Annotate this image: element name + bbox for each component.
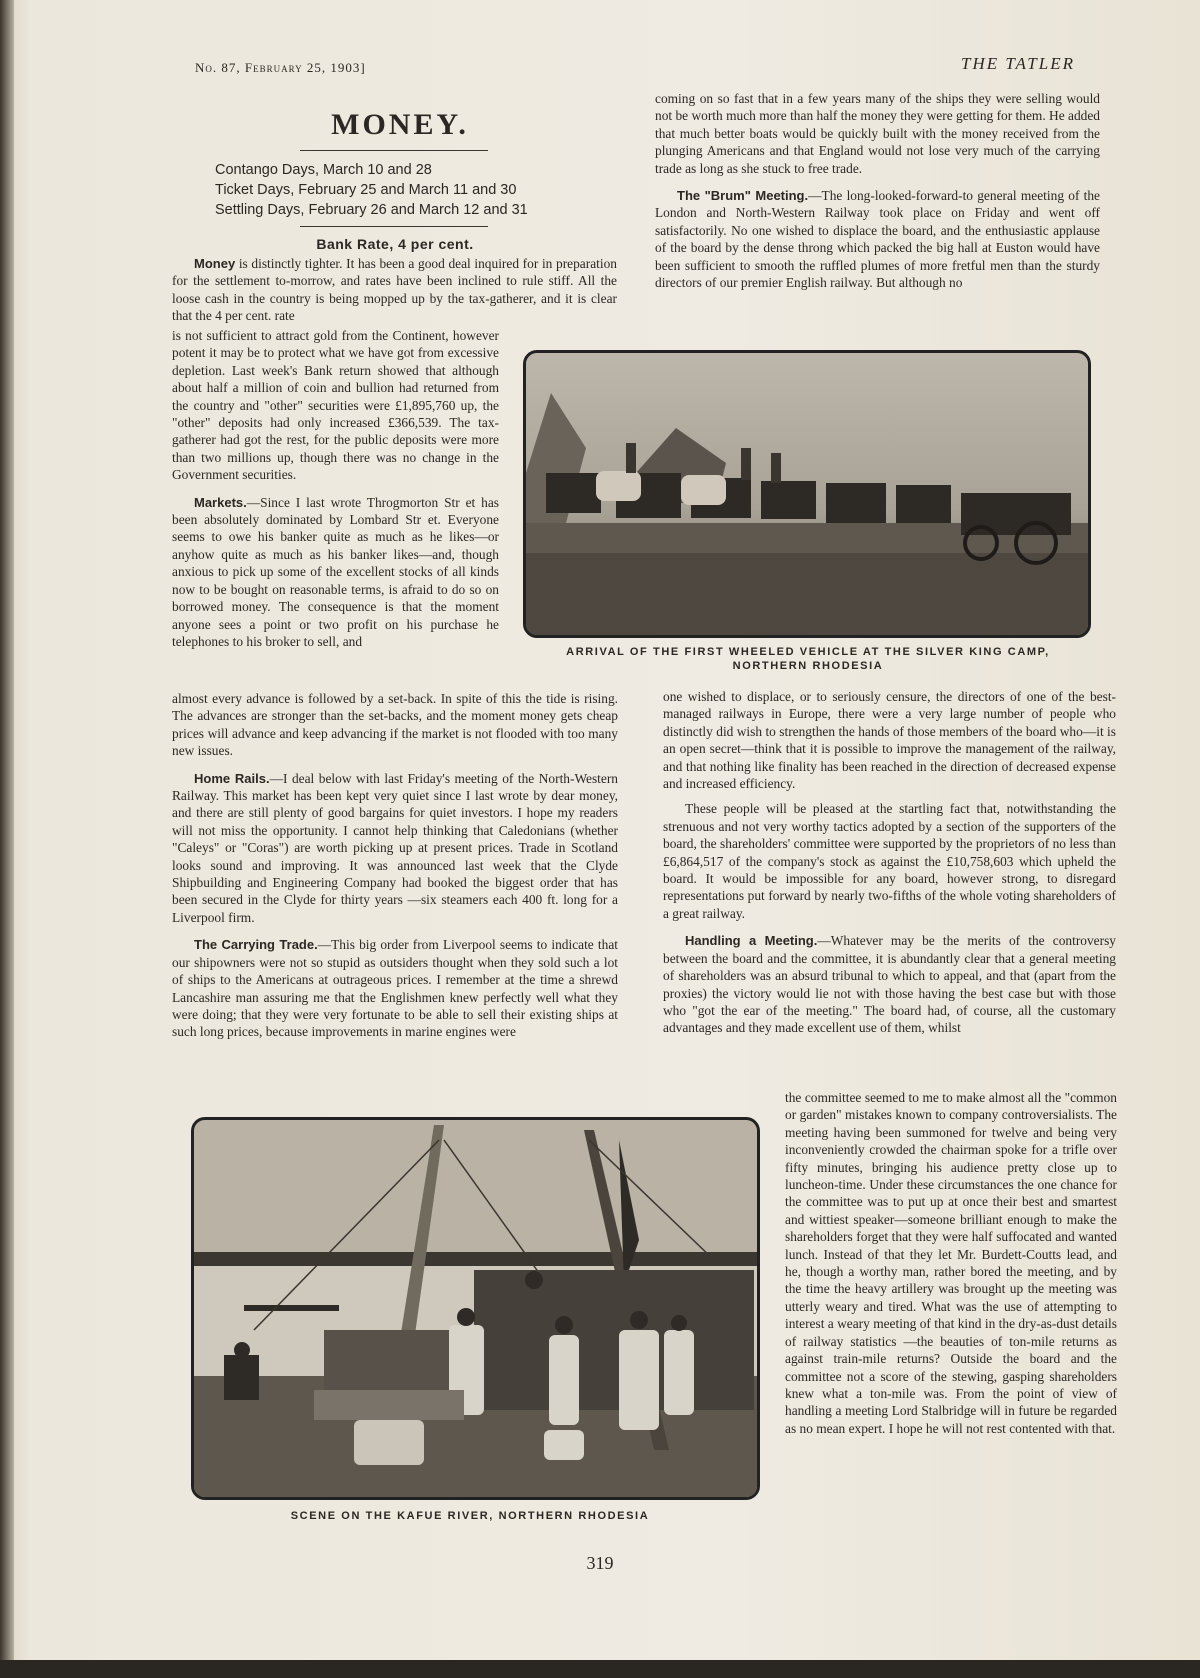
settlement-dates [215, 160, 528, 220]
issue-line: No. 87, February 25, 1903] [195, 60, 366, 75]
right-top-column [655, 90, 1100, 299]
home-rails-heading: Home Rails. [194, 770, 270, 786]
scan-edge [0, 1660, 1200, 1678]
right-narrow-column [785, 1089, 1117, 1445]
intro-lead: Money [194, 256, 236, 271]
left-narrow-column [172, 327, 499, 658]
left-lower-column [172, 690, 618, 1049]
photo2-caption: SCENE ON THE KAFUE RIVER, NORTHERN RHODESIA [290, 1510, 650, 1522]
markets-continued: almost every advance is followed by a set-back. In spite of this the tide is rising. The advances are stronger than the set-backs, and the moment money gets cheap prices will advance and keep advancing if the market is not flooded with too many new issues. [172, 691, 618, 759]
settling-days: Settling Days, February 26 and March 12 and 31 [215, 202, 528, 218]
brum-body: —The long-looked-forward-to general meeting of the London and North-Western Railway took place on Friday and went off satisfactorily. No one wished to displace the board, and the enthusiastic applause of the board by the dense throng which packed the big hall at Euston would have been sufficient to smooth the ruffled plumes of more fretful men than the sturdy directors of our premier English railway. But although no [655, 188, 1100, 291]
intro-body: is distinctly tighter. It has been a good deal inquired for in preparation for the settlement to-morrow, and rates have been inclined to rule stiff. All the loose cash in the country is being mopped up by the tax-gatherer, and it is clear that the 4 per cent. rate [172, 256, 617, 324]
bank-rate: Bank Rate, 4 per cent. [316, 236, 474, 252]
photo-silver-king-camp [523, 350, 1091, 638]
carrying-trade-continued: coming on so fast that in a few years many of the ships they were selling would not be worth much more than half the money they were getting for them. He added that much better boats would be quickly built with the money received from the plunging Americans and that England would not lose very much of the carrying trade as long as she stuck to free trade. [655, 91, 1100, 176]
intro-paragraph-top [172, 255, 617, 333]
home-rails-body: —I deal below with last Friday's meeting of the North-Western Railway. This market has been kept very quiet since I last wrote by dear money, and there are still plenty of good bargains for quiet investors. I hope my readers will not miss the opportunity. I cannot help thinking that Caledonians (whether "Caleys" or "Coras") are worth picking up at present prices. Trade in Scotland looks sound and improving. It was announced last week that the Clyde Shipbuilding and Engineering Company had booked the biggest order that has been secured in the Clyde for thirty years —six steamers each 400 ft. long for a Liverpool firm. [172, 770, 618, 925]
brum-paragraph-2: These people will be pleased at the startling fact that, notwithstanding the strenuous and not very worthy tactics adopted by a section of the supporters of the board, the shareholders' committee were supported by the proprietors of no less than £6,864,517 of the company's stock as against the £10,758,603 which upheld the board. It would be impossible for any board, however strong, to disregard representations put forward by nearly two-fifths of the whole voting shareholders of a great railway. [663, 801, 1116, 921]
article-title: MONEY. [331, 108, 469, 141]
river-scene-photo [194, 1120, 757, 1497]
title-rule [300, 150, 488, 151]
brum-heading: The "Brum" Meeting. [677, 188, 809, 204]
magazine-name: THE TATLER [961, 54, 1075, 73]
markets-heading: Markets. [194, 494, 247, 510]
photo1-caption: ARRIVAL OF THE FIRST WHEELED VEHICLE AT THE SILVER KING CAMP, NORTHERN RHODESIA [566, 646, 1050, 672]
markets-body: —Since I last wrote Throgmorton Str et has been absolutely dominated by Lombard Str et. Everyone seems to owe his banker quite as much as he likes—or anyhow quite as much as his banker likes—and, though anxious to pick up some of the excellent stocks of all kinds now to be bought on reasonable terms, is afraid to do so on borrowed money. The consequence is that the moment anyone sees a point or two profit on his purchase he telephones to his broker to sell, and [172, 494, 499, 649]
page-number: 319 [586, 1553, 614, 1573]
contango-days: Contango Days, March 10 and 28 [215, 162, 432, 178]
right-middle-column [663, 688, 1116, 1045]
intro-body-continued: is not sufficient to attract gold from the Continent, however potent it may be to protect what we have got from excessive depletion. Last week's Bank return showed that although about half a million of coin and bullion had returned from the country and "other" securities were £1,895,760 up, the "other" deposits had only increased £366,539. The tax-gatherer had got the rest, for the public deposits were more than two millions up, though there was no change in the Government securities. [172, 328, 499, 483]
dates-rule [300, 226, 488, 227]
ticket-days: Ticket Days, February 25 and March 11 and 30 [215, 182, 517, 198]
photo-kafue-river [191, 1117, 760, 1500]
handling-continued: the committee seemed to me to make almost all the "common or garden" mistakes known to company controversialists. The meeting having been summoned for twelve and being very inconveniently crowded the chairman spoke for a trifle over fifty minutes, bringing his audience pretty close up to luncheon-time. Under these circumstances the one chance for the committee was to put up at once their best and smartest and wittiest speaker—someone brilliant enough to make the shareholders forget that they were half suffocated and wanted lunch. Instead of that they let Mr. Burdett-Coutts lead, and he, though a worthy man, rather bored the meeting, and by the time the heavy artillery was brought up the meeting was utterly weary and tired. What was the use of attempting to interest a weary meeting of that kind in the dry-as-dust details of railway statistics —the beauties of ton-mile returns as against train-mile returns? Outside the board and the committee not a score of the stewing, gasping shareholders knew what a ton-mile was. From the point of view of handling a meeting Lord Stalbridge will in future be regarded as no mean expert. I hope he will not rest contented with that. [785, 1090, 1117, 1436]
mule-wagon-photo [526, 353, 1088, 635]
binding-edge [0, 0, 14, 1678]
carrying-trade-heading: The Carrying Trade. [194, 937, 318, 953]
handling-heading: Handling a Meeting. [685, 933, 818, 949]
brum-continued: one wished to displace, or to seriously censure, the directors of one of the best-managed railways in Europe, there were a very large number of people who distinctly did wish to strengthen the hands of those members of the board who—it is an open secret—think that it is possible to improve the management of the railway, and that nothing like finality has been reached in the direction of decreased expense and increased efficiency. [663, 689, 1116, 792]
carrying-trade-body: —This big order from Liverpool seems to indicate that our shipowners were not so stupid as outsiders thought when they sold such a lot of ships to the Americans at outrageous prices. I remember at the time a shrewd Lancashire man assuring me that the Englishmen knew perfectly well what they were doing; that they were very fortunate to be able to sell their existing ships at such long prices, because improvements in marine engines were [172, 937, 618, 1040]
handling-body: —Whatever may be the merits of the controversy between the board and the committee, it is abundantly clear that a general meeting of shareholders was an absurd tribunal to which to appeal, and that (apart from the proxies) the victory would lie not with those having the best case but with those who "got the ear of the meeting." The board had, of course, all the customary advantages and they made excellent use of them, whilst [663, 933, 1116, 1036]
